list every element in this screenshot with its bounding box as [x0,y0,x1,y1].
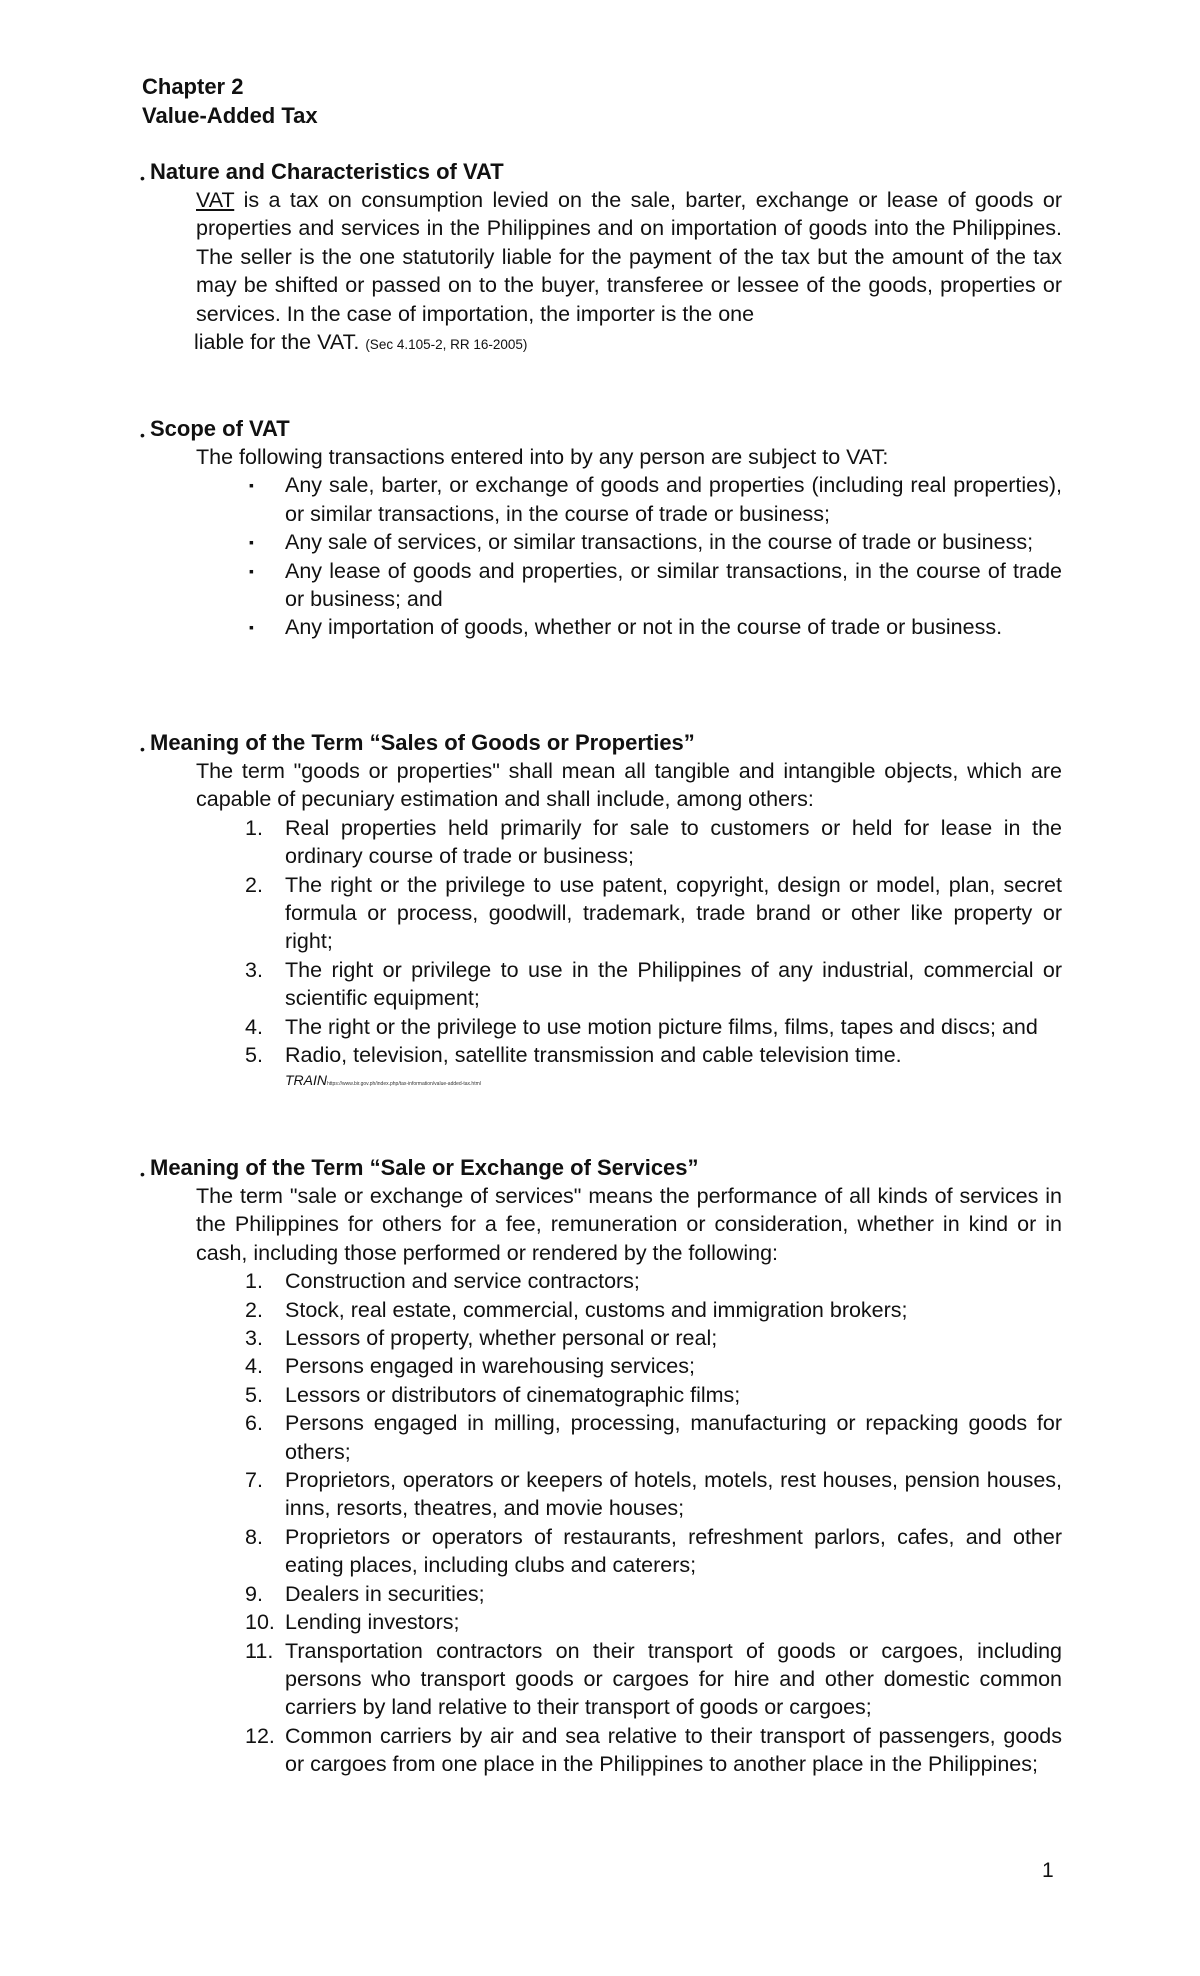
section-intro: The following transactions entered into by any person are subject to VAT: [196,445,889,469]
section-goods [142,729,1062,1095]
list-item: ▪ Any sale, barter, or exchange of goods and properties (including real properties), or similar transactions, in the course of trade or business; [249,473,1062,526]
list-item: 5. Radio, television, satellite transmission and cable television time. [245,1043,902,1068]
source-link[interactable]: https://www.bir.gov.ph/index.php/tax-information/value-added-tax.html [327,1081,481,1088]
square-bullet-icon: ▪ [249,477,254,494]
section-heading: • Meaning of the Term “Sales of Goods or Properties” [142,729,1062,757]
section-marker: • [140,1166,145,1182]
list-item: 7. Proprietors, operators or keepers of hotels, motels, rest houses, pension houses, inns, resorts, theatres, and movie houses; [245,1468,1062,1521]
section-heading: • Scope of VAT [142,415,1062,443]
list-item: 10. Lending investors; [245,1610,460,1635]
list-item: 2. Stock, real estate, commercial, customs and immigration brokers; [245,1297,908,1322]
section-intro: The term "sale or exchange of services" means the performance of all kinds of services in the Philippines for others for a fee, remuneration or consideration, whether in kind or in cash, including those performed or rendered by the following: [196,1184,1062,1265]
list-item: ▪ Any lease of goods and properties, or similar transactions, in the course of trade or business; and [249,558,1062,612]
section-heading: • Meaning of the Term “Sale or Exchange of Services” [142,1154,1062,1182]
section-nature [142,158,1062,359]
section-services [142,1154,1062,1779]
vat-term: VAT [196,188,235,212]
goods-list [142,814,1062,1070]
section-paragraph: VAT is a tax on consumption levied on the sale, barter, exchange or lease of goods or properties and services in the Philippines and on importation of goods into the Philippines. The seller is the one statutorily liable for the payment of the tax but the amount of the tax may be shifted or passed on to the buyer, transferee or lessee of the goods, properties or services. In the case of importation, the importer is the one [196,188,1062,326]
list-item: ▪ Any importation of goods, whether or not in the course of trade or business. [285,613,1062,641]
list-item: 8. Proprietors or operators of restaurants, refreshment parlors, cafes, and other eating places, including clubs and caterers; [245,1524,1062,1578]
citation: (Sec 4.105-2, RR 16-2005) [365,337,528,353]
list-item: 12. Common carriers by air and sea relative to their transport of passengers, goods or cargoes from one place in the Philippines to another place in the Philippines; [245,1723,1062,1777]
source-label: TRAIN [285,1072,327,1089]
section-intro: The term "goods or properties" shall mean all tangible and intangible objects, which are capable of pecuniary estimation and shall include, among others: [196,759,1062,812]
list-item: 9. Dealers in securities; [245,1581,485,1606]
section-heading: • Nature and Characteristics of VAT [142,158,1062,186]
square-bullet-icon: ▪ [249,562,254,579]
list-item: 6. Persons engaged in milling, processing, manufacturing or repacking goods for others; [245,1411,1062,1464]
list-item: 11. Transportation contractors on their transport of goods or cargoes, including persons who transport goods or cargoes for hire and other domestic common carriers by land relative to their transport of goods or cargoes; [245,1638,1062,1720]
section-marker: • [140,170,145,186]
list-item: 1. Construction and service contractors; [245,1269,640,1294]
section-marker: • [140,741,145,757]
services-list [142,1267,1062,1778]
section-paragraph-tail: liable for the VAT. (Sec 4.105-2, RR 16-2005) [194,330,528,355]
list-item: 3. Lessors of property, whether personal or real; [245,1326,718,1351]
chapter-number: Chapter 2 [142,74,244,99]
list-item: 1. Real properties held primarily for sale to customers or held for lease in the ordinary course of trade or business; [245,815,1062,869]
page-number: 1 [1042,1859,1054,1882]
chapter-title: Value-Added Tax [142,103,318,128]
list-item: 3. The right or privilege to use in the Philippines of any industrial, commercial or scientific equipment; [245,957,1062,1011]
scope-list [142,471,1062,641]
list-item: ▪ Any sale of services, or similar transactions, in the course of trade or business; [285,528,1062,556]
square-bullet-icon: ▪ [249,619,254,636]
list-item: 2. The right or the privilege to use patent, copyright, design or model, plan, secret formula or process, goodwill, trademark, trade brand or other like property or right; [245,872,1062,954]
list-item: 4. The right or the privilege to use motion picture films, films, tapes and discs; and [245,1014,1038,1039]
square-bullet-icon: ▪ [249,534,254,551]
list-item: 4. Persons engaged in warehousing services; [245,1354,695,1379]
list-item: 5. Lessors or distributors of cinematographic films; [245,1382,741,1407]
section-marker: • [140,427,145,443]
chapter-header [142,72,318,130]
section-scope [142,415,1062,642]
source-reference [285,1069,1062,1095]
